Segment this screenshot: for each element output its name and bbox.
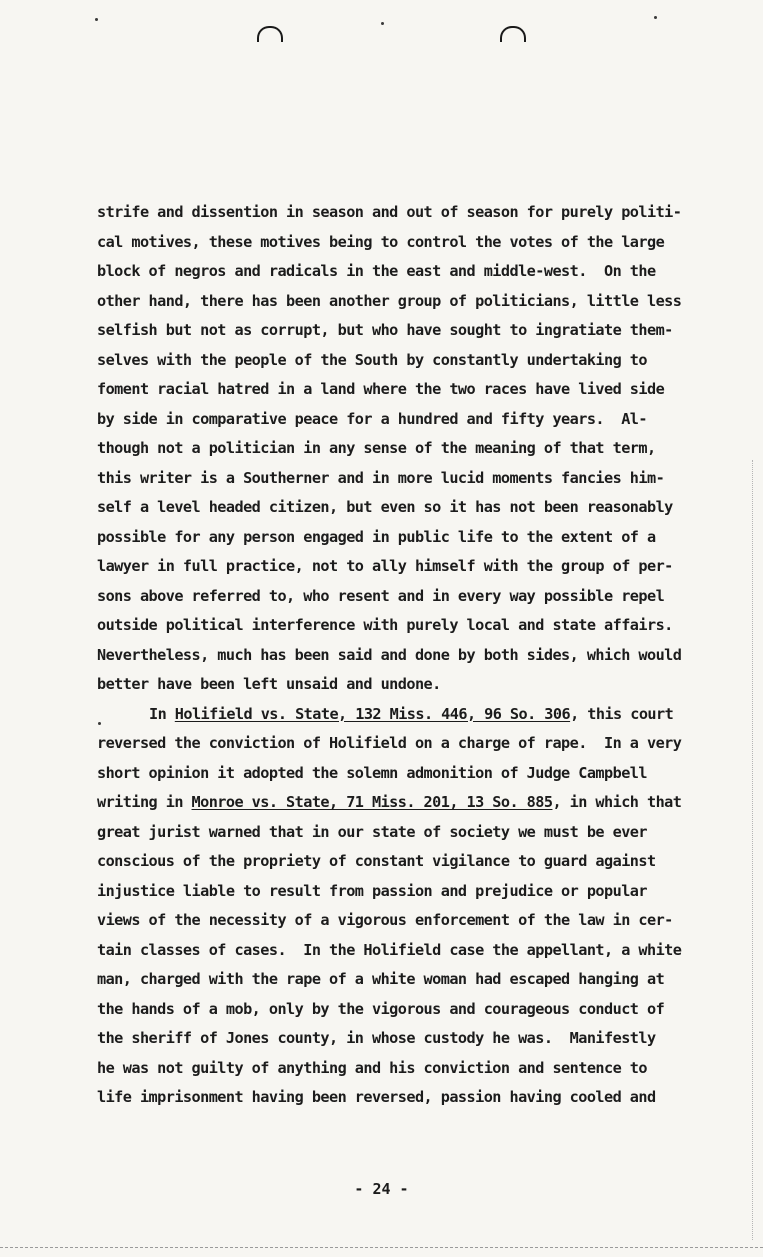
text-segment: writing in: [97, 793, 192, 811]
text-line: the sheriff of Jones county, in whose custody he was. Manifestly: [97, 1029, 656, 1047]
text-segment: In: [149, 704, 175, 723]
text-line: self a level headed citizen, but even so it has not been reasonably: [97, 498, 673, 516]
case-citation-monroe: Monroe vs. State, 71 Miss. 201, 13 So. 885: [191, 793, 553, 811]
scan-bottom-edge: [0, 1247, 763, 1248]
text-line: views of the necessity of a vigorous enforcement of the law in cer-: [97, 911, 673, 929]
text-line: sons above referred to, who resent and in every way possible repel: [97, 586, 665, 605]
punch-hole-left-icon: [257, 26, 283, 42]
text-line: selfish but not as corrupt, but who have sought to ingratiate them-: [97, 321, 673, 339]
text-line: cal motives, these motives being to control the votes of the large: [97, 232, 665, 251]
text-line: he was not guilty of anything and his conviction and sentence to: [97, 1058, 647, 1077]
text-segment: , this court: [570, 704, 674, 723]
text-line: outside political interference with purely local and state affairs.: [97, 616, 673, 634]
text-line: conscious of the propriety of constant vigilance to guard against: [97, 852, 656, 870]
paragraph-2-first-line: [97, 700, 717, 730]
text-line: great jurist warned that in our state of society we must be ever: [97, 822, 647, 841]
text-line: foment racial hatred in a land where the two races have lived side: [97, 380, 665, 398]
text-line: by side in comparative peace for a hundred and fifty years. Al-: [97, 409, 647, 428]
text-line: the hands of a mob, only by the vigorous and courageous conduct of: [97, 999, 665, 1018]
text-line-with-citation: [97, 788, 717, 818]
text-line: Nevertheless, much has been said and done by both sides, which would: [97, 645, 682, 664]
scan-speck: [654, 16, 657, 19]
text-line: short opinion it adopted the solemn admonition of Judge Campbell: [97, 763, 647, 782]
text-line: lawyer in full practice, not to ally himself with the group of per-: [97, 557, 673, 575]
scan-speck: [98, 722, 101, 725]
text-line: other hand, there has been another group of politicians, little less: [97, 291, 682, 310]
case-citation-holifield: Holifield vs. State, 132 Miss. 446, 96 So. 306: [174, 704, 571, 723]
scan-speck: [95, 18, 98, 21]
text-line: better have been left unsaid and undone.: [97, 675, 441, 693]
text-line: man, charged with the rape of a white woman had escaped hanging at: [97, 970, 665, 988]
text-segment: , in which that: [552, 793, 682, 811]
text-line: injustice liable to result from passion and prejudice or popular: [97, 881, 647, 900]
body-text: [97, 198, 717, 1113]
scan-edge-mark: [752, 460, 753, 1240]
scan-speck: [381, 22, 384, 25]
text-line: this writer is a Southerner and in more lucid moments fancies him-: [97, 468, 665, 487]
text-line: block of negros and radicals in the east and middle-west. On the: [97, 262, 656, 280]
page-number: - 24 -: [354, 1180, 409, 1198]
text-line: life imprisonment having been reversed, passion having cooled and: [97, 1088, 656, 1106]
text-line: reversed the conviction of Holifield on a charge of rape. In a very: [97, 734, 682, 752]
text-line: selves with the people of the South by constantly undertaking to: [97, 350, 647, 369]
text-line: possible for any person engaged in public life to the extent of a: [97, 527, 656, 546]
text-line: tain classes of cases. In the Holifield case the appellant, a white: [97, 940, 682, 959]
punch-hole-right-icon: [500, 26, 526, 42]
text-line: strife and dissention in season and out of season for purely politi-: [97, 203, 682, 221]
text-line: though not a politician in any sense of the meaning of that term,: [97, 439, 656, 457]
